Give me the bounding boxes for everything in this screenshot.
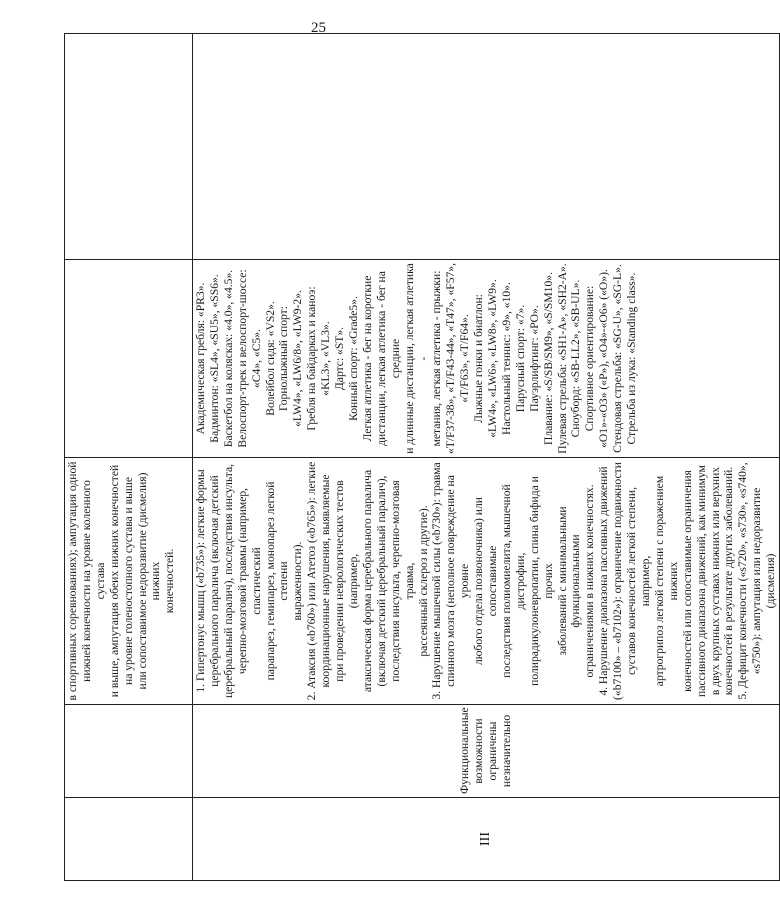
- sport-class-line: Конный спорт: «Grade5».: [346, 296, 360, 421]
- criteria-line: парапарез, гемипарез, монопарез легкой степени: [263, 481, 291, 681]
- sport-class-line: «T/F37-38», «T/F43-44», «T47», «F57»,: [444, 263, 458, 454]
- functional-capability-cell: Функциональные возможности ограничены незначительно: [193, 705, 780, 798]
- sport-class-line: «KL3», «VL3».: [319, 321, 333, 396]
- sport-class-line: «LW4», «LW6», «LW8», «LW9».: [486, 279, 500, 438]
- criteria-line: любого отдела позвоночника) или сопоставимые: [472, 497, 500, 666]
- criteria-line: при проведении неврологических тестов (например,: [333, 480, 360, 682]
- sport-class-line: «LW4», «LW6/8», «LW9-2».: [291, 290, 305, 427]
- sport-class-line: Велоспорт-трек и велоспорт-шоссе:: [235, 269, 249, 448]
- criteria-line: артрогрипоз легкой степени с поражением нижних: [652, 475, 680, 687]
- sport-class-line: Стрельба из лука: «Standing class».: [625, 272, 639, 445]
- criteria-line: «s750»): ампутация или недоразвитие (дисмелия): [750, 487, 778, 675]
- criteria-line: 5. Дефицит конечности («s720», «s730», «s740»,: [736, 462, 750, 700]
- level-cell: III: [193, 798, 780, 881]
- criteria-line: («b7100» – «b7102»): ограничение подвижности: [611, 462, 625, 700]
- sport-class-line: Парусный спорт: «7».: [513, 304, 527, 413]
- sport-class-line: «T/F63», «T/F64».: [458, 314, 472, 403]
- sport-class-line: Стендовая стрельба: «SG-U», «SG-L».: [611, 264, 625, 453]
- criteria-cell: [193, 458, 780, 705]
- criteria-line: церебрального паралича (включая детский: [207, 475, 221, 687]
- criteria-line: выраженности).: [291, 541, 305, 621]
- sport-class-line: Горнолыжный спорт:: [277, 306, 291, 411]
- criteria-line: нижней конечности на уровне коленного сустава: [79, 480, 107, 682]
- criteria-line: 4. Нарушение диапазона пассивных движений: [597, 466, 611, 696]
- sport-class-line: Баскетбол на колясках: «4.0», «4.5».: [221, 269, 235, 448]
- sport-class-line: Настольный теннис: «9», «10».: [499, 282, 513, 435]
- blank-cell: [193, 34, 780, 260]
- table-row-continuation: [65, 34, 193, 881]
- criteria-line: церебральный паралич), последствия инсульта,: [221, 463, 235, 699]
- criteria-line: спинного мозга (неполное повреждение на уровне: [444, 475, 472, 687]
- rotated-table-container: [64, 33, 778, 881]
- sport-class-line: и длинные дистанции, легкая атлетика -: [402, 263, 430, 454]
- criteria-line: конечностей или сопоставимые ограничения: [680, 470, 694, 692]
- criteria-line: заболеваний с минимальными функциональными: [555, 506, 583, 656]
- table-row-level-iii: [193, 34, 780, 881]
- sport-class-line: Волейбол сидя: «VS2».: [263, 301, 277, 416]
- criteria-line: атаксическая форма церебрального паралича: [360, 469, 374, 693]
- criteria-line: суставов конечностей легкой степени, например,: [625, 487, 652, 675]
- criteria-line: в двух крупных суставах нижних или верхних: [708, 466, 722, 696]
- criteria-line: ограничениями в нижних конечностях.: [583, 484, 597, 678]
- criteria-line: (включая детский церебральный паралич),: [374, 475, 388, 687]
- sport-class-line: метания, легкая атлетика - прыжки:: [430, 270, 444, 447]
- blank-cell: [65, 34, 193, 260]
- sport-class-line: Академическая гребля: «PR3».: [194, 282, 207, 435]
- criteria-line: конечностей.: [163, 548, 177, 614]
- sport-class-line: Лыжные гонки и биатлон:: [472, 294, 486, 423]
- criteria-line: 1. Гипертонус мышц («b735»): легкие формы: [194, 469, 207, 693]
- sport-class-line: Легкая атлетика - бег на короткие: [360, 275, 374, 442]
- criteria-line: пассивного диапазона движений, как минимум: [694, 465, 708, 697]
- sport-classes-cell: [193, 260, 780, 458]
- sport-class-line: «C4», «C5».: [249, 329, 263, 388]
- sport-class-line: дистанции, легкая атлетика - бег на средние: [374, 271, 402, 446]
- criteria-line: последствия полиомиелита, мышечной дистрофии,: [499, 484, 527, 678]
- criteria-line: в спортивных соревнованиях); ампутация одной: [66, 461, 79, 701]
- sport-class-line: Спортивное ориентирование:: [583, 285, 597, 432]
- sport-classes-cell-empty: [65, 260, 193, 458]
- sport-class-line: «O1»-«O3» («P»), «O4»-«O6» («O»).: [597, 269, 611, 448]
- sport-class-line: Бадминтон: «SL4», «SU5», «SS6».: [207, 274, 221, 443]
- criteria-line: полирадикулоневропатии, спина бифида и прочих: [527, 476, 555, 686]
- criteria-line: 3. Нарушение мышечной силы («b730»): травма: [430, 462, 444, 700]
- criteria-line: и выше, ампутация обеих нижних конечностей: [107, 464, 121, 698]
- level-cell-empty: [65, 798, 193, 881]
- criteria-line: или сопоставимое недоразвитие (дисмелия) нижних: [135, 472, 163, 690]
- sport-class-line: Гребля на байдарках и каноэ:: [305, 286, 319, 431]
- sport-class-line: Дартс: «ST».: [333, 326, 347, 391]
- classification-table: [64, 33, 780, 881]
- criteria-line: координационные нарушения, выявляемые: [319, 474, 333, 688]
- criteria-line: рассеянный склероз и другие).: [416, 505, 430, 657]
- criteria-line: 2. Атаксия («b760») или Атетоз («b765»): легкие: [305, 461, 319, 701]
- criteria-line: конечностей в результате других заболеваний.: [722, 466, 736, 696]
- sport-class-line: Плавание: «S/SB/SM9», «S/SM10».: [541, 272, 555, 445]
- sport-class-line: Пауэрлифтинг: «PO».: [527, 305, 541, 412]
- sport-class-line: Сноуборд: «SB-LL2», «SB-UL».: [569, 279, 583, 438]
- criteria-line: последствия инсульта, черепно-мозговая травма,: [388, 480, 416, 682]
- sport-class-line: Пулевая стрельба: «SH1-A», «SH2-A».: [555, 263, 569, 454]
- functional-cell-empty: [65, 705, 193, 798]
- page-number: 25: [311, 20, 326, 36]
- criteria-continuation-cell: [65, 458, 193, 705]
- criteria-line: на уровне голеностопного сустава и выше: [121, 477, 135, 686]
- criteria-line: черепно-мозговой травмы (например, спастический: [235, 487, 263, 675]
